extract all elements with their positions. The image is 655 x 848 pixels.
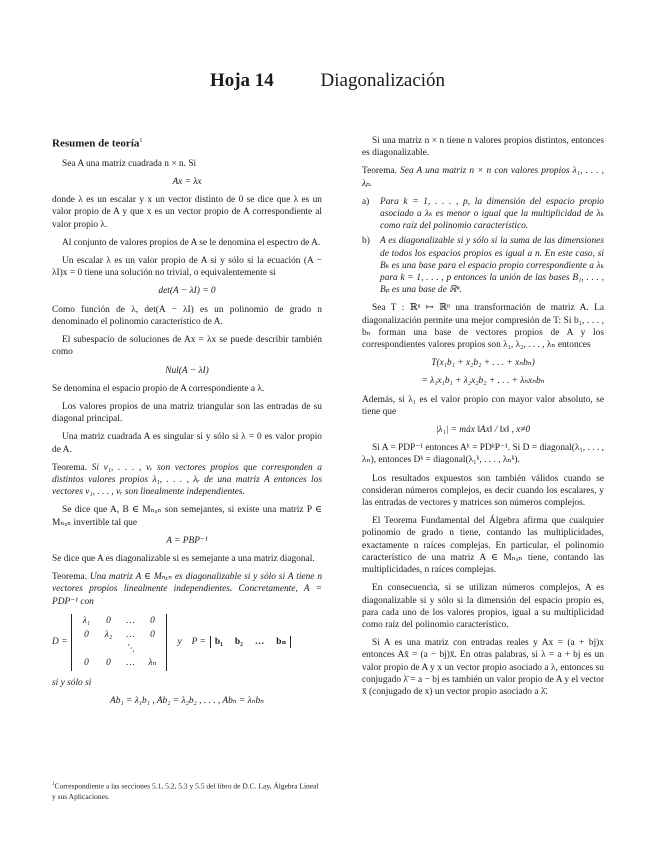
theorem: Teorema. Sea A una matriz n × n con valores propios λ₁, . . . , λₚ. [362, 166, 605, 189]
paragraph: Además, si λ₁ es el valor propio con mayor valor absoluto, se tiene que [362, 394, 604, 417]
equation: A = PBP⁻¹ [166, 535, 208, 546]
equation: |λ₁| = máx ‖Ax‖ / ‖x‖ , x≠0 [435, 425, 531, 436]
paragraph: Un escalar λ es un valor propio de A si y sólo si la ecuación (A − λI)x = 0 tiene una solución no trivial, o equivalentemente si [52, 256, 322, 279]
paragraph: Se dice que A es diagonalizable si es semejante a una matriz diagonal. [52, 553, 315, 564]
right-column [362, 135, 604, 704]
paragraph: Si una matriz n × n tiene n valores propios distintos, entonces es diagonalizable. [362, 136, 604, 159]
and-word: y [177, 637, 182, 648]
paragraph: Sea A una matriz cuadrada n × n. Si [62, 158, 197, 169]
list-item: a) Para k = 1, . . . , p, la dimensión del espacio propio asociado a λₖ es menor o igual que la multiplicidad de λₖ como raíz del polinomio característico. [362, 196, 604, 232]
matrix-p: b₁ b₂ … bₙ [210, 636, 292, 648]
paragraph: Una matriz cuadrada A es singular si y sólo si λ = 0 es valor propio de A. [52, 432, 322, 455]
paragraph: Sea T : ℝⁿ ↦ ℝⁿ una transformación de matriz A. La diagonalización permite una mejor compresión de T: Si b₁, . . . , bₙ forman una base de vectores propios de A y los correspondientes valores propios son λ₁, λ₂, . . . , λₙ entonces [362, 303, 604, 351]
footnote: $^1$Correspondiente a las secciones 5.1, 5.2, 5.3 y 5.5 del libro de D.C. Lay, Álgebra Lineal y sus Aplicaciones. [52, 781, 319, 801]
theorem-items [362, 196, 604, 297]
paragraph: si y sólo si [52, 677, 92, 688]
list-item: b) A es diagonalizable si y sólo si la suma de las dimensiones de todos los espacios propios es igual a n. En este caso, si Bₖ es una base para el espacio propio correspondiente a λₖ para k = 1, . . . , p entonces la unión de las bases B₁, . . . , Bₚ es una base de ℝⁿ. [362, 236, 604, 296]
footnote-marker: 1 [139, 138, 143, 144]
paragraph: Se dice que A, B ∈ Mₙₓₙ son semejantes, si existe una matriz P ∈ Mₙₓₙ invertible tal que [52, 505, 322, 528]
paragraph: Los resultados expuestos son también válidos cuando se consideran números complejos, es decir cuando los escalares, y las entradas de vectores y matrices son números complejos. [362, 473, 604, 509]
equation: T(x₁b₁ + x₂b₂ + . . . + xₙbₙ) [431, 358, 535, 369]
sheet-number: Hoja 14 [209, 70, 274, 91]
paragraph: Si A es una matriz con entradas reales y Ax = (a + bj)x entonces Ax̄ = (a − bj)x̄. En otras palabras, si λ = a + bj es un valor propio de A y x un vector propio asociado a λ, entonces su conjugado λ̄ = a − bj es también un valor propio de A y el vector x̄ (conjugado de x) un vector propio asociado a λ̄. [362, 638, 604, 697]
paragraph: Los valores propios de una matriz triangular son las entradas de su diagonal principal. [52, 401, 322, 425]
paragraph: El subespacio de soluciones de Ax = λx se puede describir también como [52, 335, 322, 358]
page-title [0, 70, 655, 92]
equation: det(A − λI) = 0 [158, 286, 216, 297]
paragraph: Si A = PDP⁻¹ entonces Aᵏ = PDᵏP⁻¹. Si D = diagonal(λ₁, . . . , λₙ), entonces Dᵏ = diagonal(λ₁ᵏ, . . . , λₙᵏ). [362, 443, 604, 466]
equation: Ax = λx [172, 177, 202, 188]
left-column [52, 135, 322, 713]
theorem: Teorema. Una matriz A ∈ Mₙₓₙ es diagonalizable si y sólo si A tiene n vectores propios linealmente independientes. Concretamente, A = PDP⁻¹ con [52, 572, 323, 607]
paragraph: donde λ es un escalar y x un vector distinto de 0 se dice que λ es un valor propio de A y que x es un vector propio de A correspondiente al valor propio λ. [52, 195, 322, 230]
paragraph: El Teorema Fundamental del Álgebra afirma que cualquier polinomio de grado n tiene, contando las multiplicidades, exactamente n raíces complejas. En particular, el polinomio característico de una matriz A ∈ Mₙₓₙ tiene, contando las multiplicidades, n raíces complejas. [362, 516, 604, 576]
theorem: Teorema. Si v₁, . . . , vᵣ son vectores propios que corresponden a distintos valores propios λ₁, . . . , λᵣ de una matriz A entonces los vectores v₁, . . . , vᵣ son linealmente independientes. [52, 462, 322, 498]
sheet-topic: Diagonalización [320, 70, 446, 91]
equation: = λ₁x₁b₁ + λ₂x₂b₂ + . . . + λₙxₙbₙ [421, 376, 545, 387]
matrix-d: λ₁ 0 … 0 0 λ₂ … 0 ⋱ 0 0 … λₙ [71, 614, 167, 671]
matrix-p-label: P = [191, 637, 206, 648]
equation: Ab₁ = λ₁b₁ , Ab₂ = λ₂b₂ , . . . , Abₙ = λₙbₙ [110, 695, 264, 706]
paragraph: Al conjunto de valores propios de A se le denomina el espectro de A. [62, 237, 321, 248]
paragraph: Como función de λ, det(A − λI) es un polinomio de grado n denominado el polinomio característico de A. [52, 304, 322, 327]
paragraph: En consecuencia, si se utilizan números complejos, A es diagonalizable si y sólo si la dimensión del espacio propio es, para cada uno de los valores propios, igual a su multiplicidad como raíz del polinomio característico. [362, 583, 604, 630]
matrix-d-label: D = [52, 637, 68, 648]
paragraph: Se denomina el espacio propio de A correspondiente a λ. [52, 383, 265, 394]
matrix-definitions [52, 614, 322, 671]
footnote-marker: 1 [52, 782, 55, 787]
section-heading: Resumen de teoría$^1$ [52, 137, 143, 150]
equation: Nul(A − λI) [165, 365, 209, 376]
